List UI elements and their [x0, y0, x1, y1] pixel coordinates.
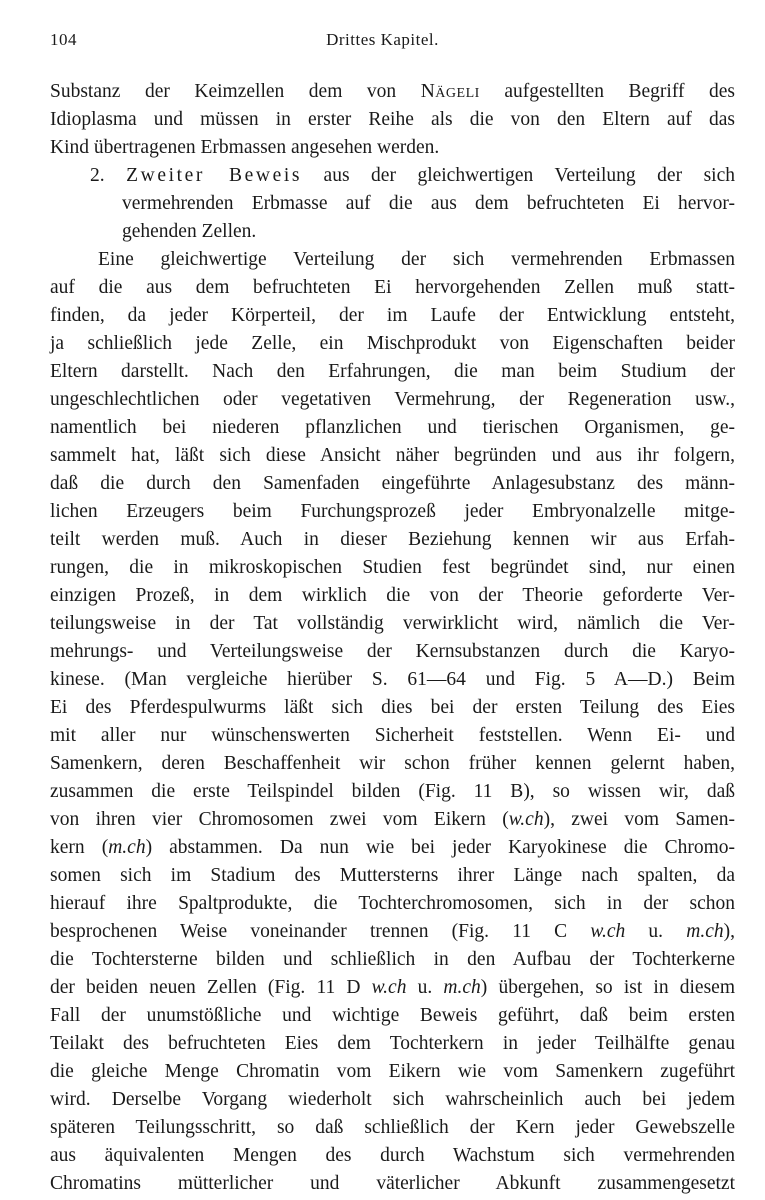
text-line: aus äquivalenten Mengen des durch Wachstum sich vermehrenden — [50, 1145, 735, 1166]
text-line: namentlich bei niederen pflanzlichen und tierischen Organismen, ge- — [50, 417, 735, 438]
figure-label: w.ch — [508, 809, 544, 830]
text-line: rungen, die in mikroskopischen Studien fest begründet sind, nur einen — [50, 557, 735, 578]
text-line: mit aller nur wünschenswerten Sicherheit feststellen. Wenn Ei- und — [50, 725, 735, 746]
text-line: ungeschlechtlichen oder vegetativen Vermehrung, der Regeneration usw., — [50, 389, 735, 410]
list-item-heading: 2. Zweiter Beweis aus der gleichwertigen Verteilung der sich — [90, 165, 735, 186]
figure-label: m.ch — [443, 977, 481, 998]
text-line: lichen Erzeugers beim Furchungsprozeß jeder Embryonalzelle mitge- — [50, 501, 735, 522]
text-line: späteren Teilungsschritt, so daß schließlich der Kern jeder Gewebszelle — [50, 1117, 735, 1138]
page-number: 104 — [50, 30, 77, 49]
text-line: teilungsweise in der Tat vollständig verwirklicht wird, nämlich die Ver- — [50, 613, 735, 634]
text-line: finden, da jeder Körperteil, der im Laufe der Entwicklung entsteht, — [50, 305, 735, 326]
text-line: teilt werden muß. Auch in dieser Beziehung kennen wir aus Erfah- — [50, 529, 735, 550]
text-line: besprochenen Weise voneinander trennen (Fig. 11 C w.ch u. m.ch), — [50, 921, 735, 942]
spaced-emphasis: Zweiter Beweis — [126, 165, 303, 186]
text-line: Fall der unumstößliche und wichtige Beweis geführt, daß beim ersten — [50, 1005, 735, 1026]
text-line: einzigen Prozeß, in dem wirklich die von der Theorie geforderte Ver- — [50, 585, 735, 606]
text-line: auf die aus dem befruchteten Ei hervorgehenden Zellen muß statt- — [50, 277, 735, 298]
text-line: mehrungs- und Verteilungsweise der Kernsubstanzen durch die Karyo- — [50, 641, 735, 662]
text-line: Idioplasma und müssen in erster Reihe als die von den Eltern auf das — [50, 109, 735, 130]
text-line: somen sich im Stadium des Muttersterns ihrer Länge nach spalten, da — [50, 865, 735, 886]
text-line: hierauf ihre Spaltprodukte, die Tochterchromosomen, sich in der schon — [50, 893, 735, 914]
text-line: Kind übertragenen Erbmassen angesehen werden. — [50, 137, 440, 158]
text-line: Teilakt des befruchteten Eies dem Tochterkern in jeder Teilhälfte genau — [50, 1033, 735, 1054]
text-line: der beiden neuen Zellen (Fig. 11 D w.ch u. m.ch) übergehen, so ist in diesem — [50, 977, 736, 998]
text-line: zusammen die erste Teilspindel bilden (Fig. 11 B), so wissen wir, daß — [50, 781, 735, 802]
paragraph-start: Eine gleichwertige Verteilung der sich vermehrenden Erbmassen — [98, 249, 735, 270]
text-line: kern (m.ch) abstammen. Da nun wie bei jeder Karyokinese die Chromo- — [50, 837, 735, 858]
text-line: von ihren vier Chromosomen zwei vom Eikern (w.ch), zwei vom Samen- — [50, 809, 735, 830]
text-line: daß die durch den Samenfaden eingeführte Anlagesubstanz des männ- — [50, 473, 735, 494]
text-line: sammelt hat, läßt sich diese Ansicht näher begründen und aus ihr folgern, — [50, 445, 735, 466]
text-line: gehenden Zellen. — [122, 221, 257, 242]
page-header — [50, 30, 715, 58]
running-head: Drittes Kapitel. — [326, 30, 439, 49]
text-line: Eltern darstellt. Nach den Erfahrungen, die man beim Studium der — [50, 361, 735, 382]
author-name: Nägeli — [420, 81, 480, 102]
text-line: die Tochtersterne bilden und schließlich in den Aufbau der Tochterkerne — [50, 949, 735, 970]
text-line: kinese. (Man vergleiche hierüber S. 61—64 und Fig. 5 A—D.) Beim — [50, 669, 735, 690]
figure-label: m.ch — [686, 921, 724, 942]
text-line: wird. Derselbe Vorgang wiederholt sich wahrscheinlich auch bei jedem — [50, 1089, 735, 1110]
text-line: die gleiche Menge Chromatin vom Eikern wie vom Samenkern zugeführt — [50, 1061, 735, 1082]
text-line: Ei des Pferdespulwurms läßt sich dies bei der ersten Teilung des Eies — [50, 697, 735, 718]
text-line: Substanz der Keimzellen dem von Nägeli aufgestellten Begriff des — [50, 81, 735, 102]
text-line: Chromatins mütterlicher und väterlicher Abkunft zusammengesetzt — [50, 1173, 735, 1194]
text-line: ja schließlich jede Zelle, ein Mischprodukt von Eigenschaften beider — [50, 333, 735, 354]
text-line: Samenkern, deren Beschaffenheit wir schon früher kennen gelernt haben, — [50, 753, 735, 774]
figure-label: w.ch — [590, 921, 626, 942]
figure-label: w.ch — [371, 977, 407, 998]
figure-label: m.ch — [108, 837, 146, 858]
text-line: vermehrenden Erbmasse auf die aus dem befruchteten Ei hervor- — [122, 193, 735, 214]
